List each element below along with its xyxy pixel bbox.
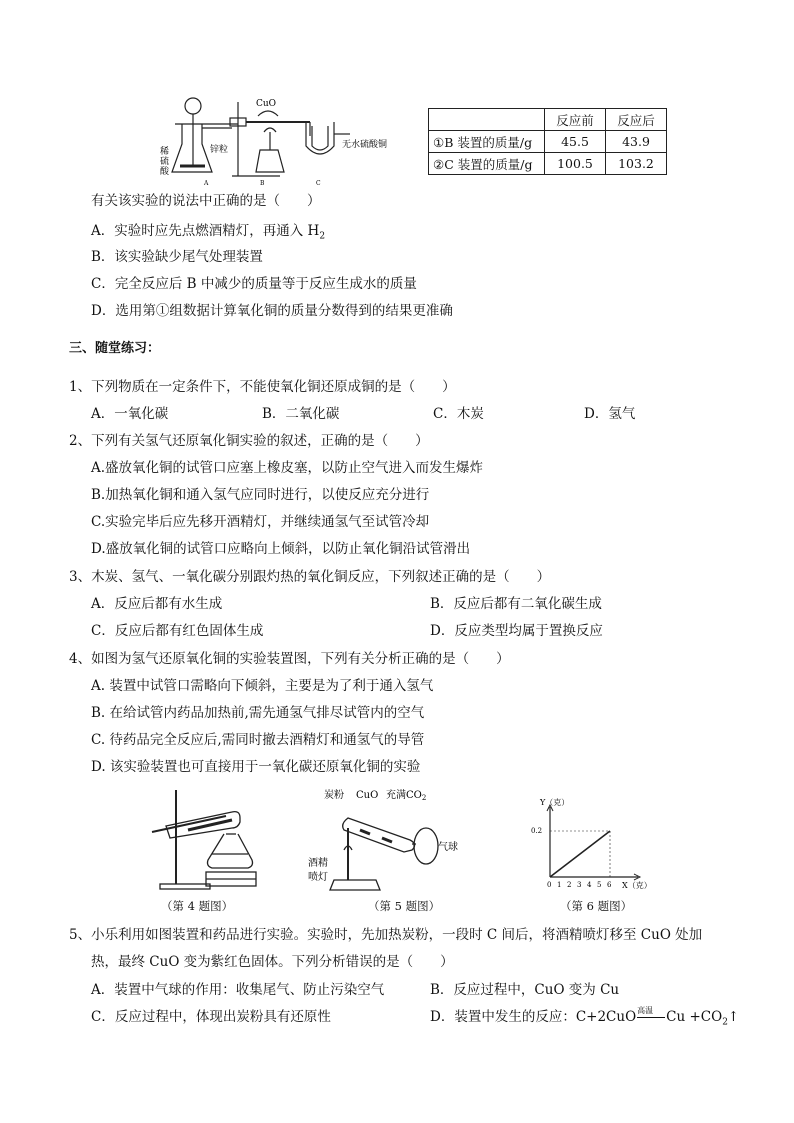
q1-option-d: D．氢气 [584, 406, 636, 422]
lamp-label-2: 喷灯 [308, 872, 328, 883]
q3-stem: 3、木炭、氢气、一氧化碳分别跟灼热的氧化铜反应，下列叙述正确的是（ ） [69, 569, 551, 585]
x-tick-label: 2 [567, 881, 572, 889]
table-cell: 45.5 [545, 131, 606, 153]
table-cell: ①B 装置的质量/g [429, 131, 545, 153]
apparatus-b-label: B [260, 180, 265, 187]
apparatus-c-label: C [316, 180, 321, 187]
anhydrous-copper-sulfate-label: 无水硫酸铜 [342, 140, 388, 150]
equation-left: D．装置中发生的反应：C+2CuO [430, 1009, 637, 1025]
q1-option-a: A．一氧化碳 [91, 406, 169, 422]
option-a [91, 222, 325, 246]
q5-option-b: B．反应过程中，CuO 变为 Cu [430, 982, 620, 998]
q3-option-d: D．反应类型均属于置换反应 [430, 623, 603, 639]
x-tick-label: 3 [577, 881, 582, 889]
hydrogen-reduction-apparatus-figure [160, 94, 420, 188]
q2-stem: 2、下列有关氢气还原氧化铜实验的叙述，正确的是（ ） [69, 433, 429, 449]
q4-stem: 4、如图为氢气还原氧化铜的实验装置图，下列有关分析正确的是（ ） [69, 651, 510, 667]
q1-option-c: C．木炭 [433, 406, 484, 422]
table-header-after: 反应后 [606, 109, 667, 131]
q3-option-c: C．反应后都有红色固体生成 [91, 623, 264, 639]
x-axis-label: X（克） [622, 881, 652, 890]
q4-option-a: A. 装置中试管口需略向下倾斜，主要是为了利于通入氢气 [91, 678, 434, 694]
q2-option-c: C.实验完毕后应先移开酒精灯，并继续通氢气至试管冷却 [91, 514, 430, 530]
q2-option-b: B.加热氧化铜和通入氢气应同时进行，以使反应充分进行 [91, 487, 430, 503]
figure-4-apparatus [148, 788, 258, 892]
q5-option-d [430, 1008, 739, 1032]
option-b: B．该实验缺少尾气处理装置 [91, 249, 263, 265]
q4-option-b: B. 在给试管内药品加热前,需先通氢气排尽试管内的空气 [91, 705, 425, 721]
x-tick-label: 4 [587, 881, 592, 889]
q5-option-c: C．反应过程中，体现出炭粉具有还原性 [91, 1009, 331, 1025]
table-row [429, 153, 667, 175]
q5-stem-line-2: 热，最终 CuO 变为紫红色固体。下列分析错误的是（ ） [91, 954, 454, 970]
x-tick-label: 1 [557, 881, 562, 889]
x-tick-label: 6 [607, 881, 612, 889]
table-row [429, 131, 667, 153]
q2-option-a: A.盛放氧化铜的试管口应塞上橡皮塞，以防止空气进入而发生爆炸 [91, 460, 484, 476]
figure-4-caption: （第 4 题图） [161, 899, 234, 913]
gas-arrow: ↑ [727, 1009, 740, 1025]
co2-label [386, 788, 426, 802]
figure-6-caption: （第 6 题图） [560, 899, 633, 913]
q5-stem-line-1: 5、小乐利用如图装置和药品进行实验。实验时，先加热炭粉，一段时 C 间后，将酒精喷灯移至 CuO 处加 [69, 927, 703, 943]
q3-option-a: A．反应后都有水生成 [91, 596, 223, 612]
q3-option-b: B．反应后都有二氧化碳生成 [430, 596, 602, 612]
reaction-condition [636, 1008, 666, 1026]
table-cell [429, 109, 545, 131]
y-tick-label: 0.2 [531, 827, 543, 835]
equation-right: Cu +CO [666, 1009, 723, 1025]
section-title: 三、随堂练习： [69, 341, 161, 356]
table-cell: ②C 装置的质量/g [429, 153, 545, 175]
co2-text: 充满CO [386, 790, 422, 801]
cuo-label: CuO [356, 790, 379, 801]
q5-option-a: A．装置中气球的作用：收集尾气、防止污染空气 [91, 982, 385, 998]
figure-6-graph [528, 795, 668, 891]
cuo-label: CuO [256, 99, 277, 109]
table-header-before: 反应前 [545, 109, 606, 131]
subscript: 2 [722, 1017, 728, 1028]
y-axis-label: Y（克） [540, 798, 570, 807]
x-tick-label: 5 [597, 881, 602, 889]
figure-5-caption: （第 5 题图） [368, 899, 441, 913]
table-row [429, 109, 667, 131]
subscript: 2 [319, 231, 326, 242]
option-d: D．选用第①组数据计算氧化铜的质量分数得到的结果更准确 [91, 303, 453, 319]
lamp-label-1: 酒精 [308, 858, 328, 869]
figure-5-apparatus [300, 788, 470, 894]
subscript: 2 [421, 794, 427, 802]
acid-label-1: 稀 [160, 147, 170, 157]
acid-label-2: 硫 [160, 157, 170, 167]
q1-option-b: B．二氧化碳 [262, 406, 340, 422]
x-tick-label: 0 [547, 881, 552, 889]
option-text: A．实验时应先点燃酒精灯，再通入 H [91, 223, 320, 239]
q2-option-d: D.盛放氧化铜的试管口应略向上倾斜，以防止氧化铜沿试管滑出 [91, 541, 471, 557]
question-stem: 有关该实验的说法中正确的是（ ） [91, 193, 321, 209]
q1-stem: 1、下列物质在一定条件下，不能使氧化铜还原成铜的是（ ） [69, 379, 456, 395]
table-cell: 43.9 [606, 131, 667, 153]
acid-label-3: 酸 [160, 167, 170, 177]
zinc-label: 锌粒 [210, 145, 229, 155]
carbon-powder-label: 炭粉 [324, 790, 344, 801]
option-c: C．完全反应后 B 中减少的质量等于反应生成水的质量 [91, 276, 417, 292]
apparatus-a-label: A [204, 180, 209, 187]
condition-text: 高温 [637, 1006, 654, 1015]
mass-data-table [428, 108, 667, 175]
q4-option-c: C. 待药品完全反应后,需同时撤去酒精灯和通氢气的导管 [91, 732, 425, 748]
balloon-label: 气球 [438, 842, 458, 853]
table-cell: 100.5 [545, 153, 606, 175]
table-cell: 103.2 [606, 153, 667, 175]
q4-option-d: D. 该实验装置也可直接用于一氧化碳还原氧化铜的实验 [91, 759, 421, 775]
